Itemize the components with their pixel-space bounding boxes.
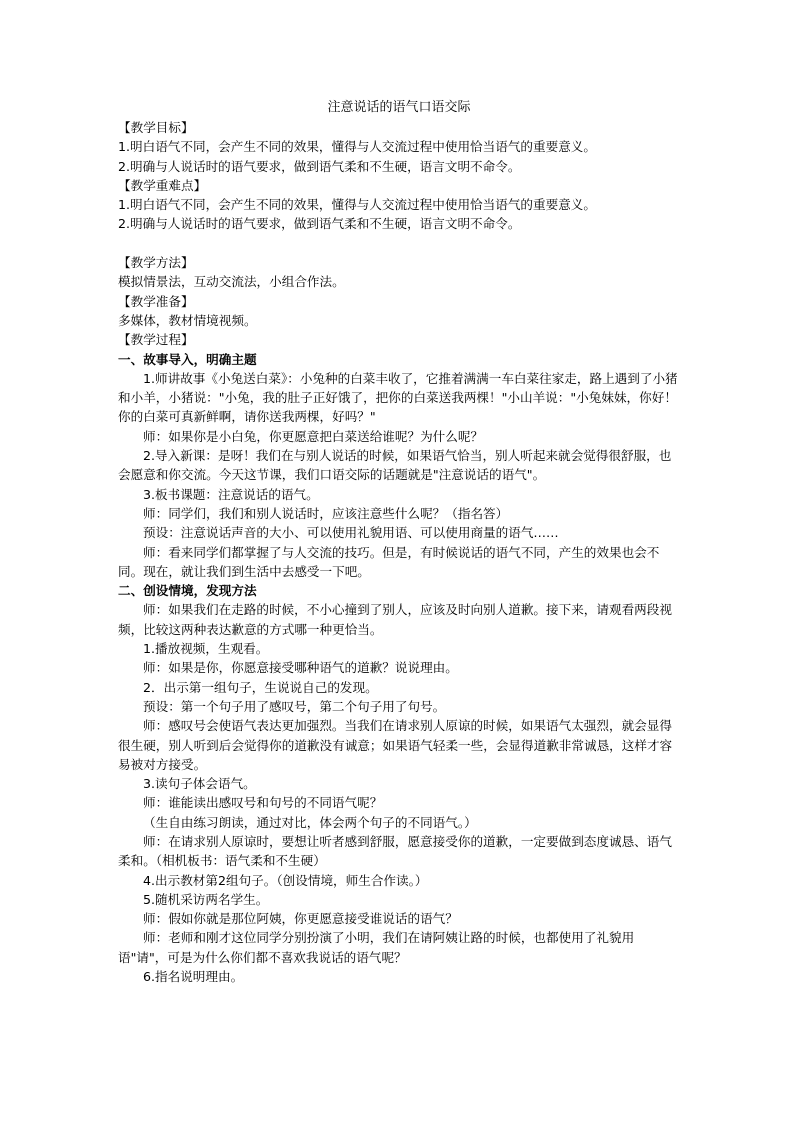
paragraph: 6.指名说明理由。 xyxy=(143,969,244,985)
paragraph: 【教学过程】 xyxy=(118,332,194,348)
paragraph: 4.出示教材第2组句子。（创设情境，师生合作读。） xyxy=(143,872,428,888)
paragraph: （生自由练习朗读，通过对比，体会两个句子的不同语气。） xyxy=(143,814,477,830)
paragraph: 师：感叹号会使语气表达更加强烈。当我们在请求别人原谅的时候，如果语气太强烈，就会显得很生硬，别人听到后会觉得你的道歉没有诚意；如果语气轻柔一些，会显得道歉非常诚恳，这样才容易被对方接受。 xyxy=(118,718,673,772)
document-body xyxy=(118,98,680,986)
paragraph: 预设：第一个句子用了感叹号，第二个句子用了句号。 xyxy=(143,698,446,714)
paragraph: 2.导入新课：是呀！我们在与别人说话的时候，如果语气恰当，别人听起来就会觉得很舒服，也会愿意和你交流。今天这节课，我们口语交际的话题就是"注意说话的语气"。 xyxy=(118,448,672,483)
paragraph: 师：假如你就是那位阿姨，你更愿意接受谁说话的语气？ xyxy=(143,911,458,927)
paragraph: 师：老师和刚才这位同学分别扮演了小明，我们在请阿姨让路的时候，也都使用了礼貌用语"请"，可是为什么你们都不喜欢我说话的语气呢？ xyxy=(118,930,635,965)
paragraph: 师：在请求别人原谅时，要想让听者感到舒服，愿意接受你的道歉，一定要做到态度诚恳、语气柔和。（相机板书：语气柔和不生硬） xyxy=(118,833,672,869)
paragraph: 3.板书课题：注意说话的语气。 xyxy=(143,486,319,502)
paragraph: 3.读句子体会语气。 xyxy=(143,776,256,792)
section-heading: 一、故事导入，明确主题 xyxy=(118,351,257,367)
paragraph: 5.随机采访两名学生。 xyxy=(143,891,269,907)
paragraph: 【教学准备】 xyxy=(118,293,194,309)
paragraph: 模拟情景法，互动交流法，小组合作法。 xyxy=(118,274,345,290)
paragraph: 【教学目标】 xyxy=(118,120,194,135)
paragraph: 师：如果你是小白兔，你更愿意把白菜送给谁呢？为什么呢？ xyxy=(143,428,484,444)
paragraph: 【教学重难点】 xyxy=(118,177,207,193)
paragraph: 师：谁能读出感叹号和句号的不同语气呢？ xyxy=(143,795,383,811)
paragraph: 2.明确与人说话时的语气要求，做到语气柔和不生硬，语言文明不命令。 xyxy=(118,216,521,232)
paragraph: 1.明白语气不同，会产生不同的效果，懂得与人交流过程中使用恰当语气的重要意义。 xyxy=(118,197,596,213)
paragraph: 2.明确与人说话时的语气要求，做到语气柔和不生硬，语言文明不命令。 xyxy=(118,158,521,174)
paragraph: 1.师讲故事《小兔送白菜》：小兔种的白菜丰收了，它推着满满一车白菜往家走，路上遇到了小猪和小羊，小猪说："小兔，我的肚子正好饿了，把你的白菜送我两棵！"小山羊说："小兔妹妹，你好！你的白菜可真新鲜啊，请你送我两棵，好吗？" xyxy=(118,370,678,425)
paragraph: 1.播放视频，生观看。 xyxy=(143,641,269,657)
paragraph: 预设：注意说话声音的大小、可以使用礼貌用语、可以使用商量的语气…… xyxy=(143,525,559,541)
paragraph: 师：如果是你，你愿意接受哪种语气的道歉？说说理由。 xyxy=(143,660,458,676)
paragraph: 师：如果我们在走路的时候，不小心撞到了别人，应该及时向别人道歉。接下来，请观看两段视频，比较这两种表达歉意的方式哪一种更恰当。 xyxy=(118,602,672,637)
paragraph: 2．出示第一组句子，生说说自己的发现。 xyxy=(143,679,378,695)
blank-line xyxy=(118,234,680,253)
paragraph: 【教学方法】 xyxy=(118,255,194,271)
paragraph: 1.明白语气不同，会产生不同的效果，懂得与人交流过程中使用恰当语气的重要意义。 xyxy=(118,139,596,155)
paragraph: 多媒体，教材情境视频。 xyxy=(118,312,257,328)
paragraph: 师：看来同学们都掌握了与人交流的技巧。但是，有时候说话的语气不同，产生的效果也会不同。现在，就让我们到生活中去感受一下吧。 xyxy=(118,544,660,579)
paragraph-list xyxy=(118,118,680,986)
paragraph: 师：同学们，我们和别人说话时，应该注意些什么呢？（指名答） xyxy=(143,505,509,521)
document-title: 注意说话的语气口语交际 xyxy=(327,100,471,115)
section-heading: 二、创设情境，发现方法 xyxy=(118,583,257,599)
